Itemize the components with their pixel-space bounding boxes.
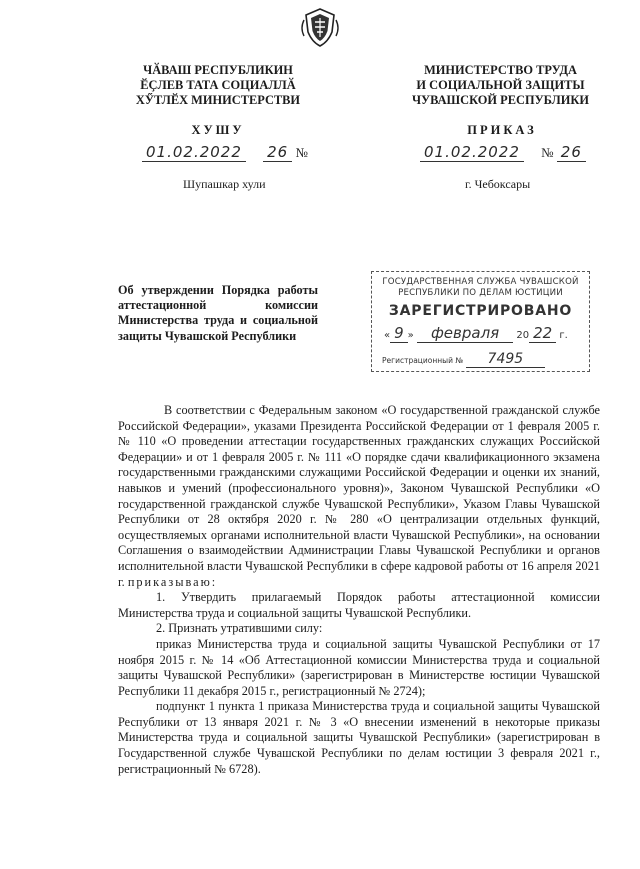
header-right-line: ЧУВАШСКОЙ РЕСПУБЛИКИ (411, 92, 590, 107)
stamp-year-suffix: 22 (529, 324, 556, 343)
handwritten-number-left: 26 (263, 143, 292, 162)
stamp-reg-number: 7495 (466, 351, 546, 368)
number-symbol-right: № (541, 145, 554, 160)
number-symbol-left: № (295, 145, 308, 160)
header-left-line: ЧӐВАШ РЕСПУБЛИКИН (143, 63, 293, 77)
header-left-line: ХӲТЛӖХ МИНИСТЕРСТВИ (135, 92, 301, 107)
document-body (118, 403, 600, 777)
order-word-left: ХУШУ (191, 123, 245, 137)
handwritten-date-right: 01.02.2022 (420, 143, 524, 162)
document-subject: Об утверждении Порядка работы аттестационной комиссии Министерства труда и социальной защиты Чувашской Республики (118, 283, 318, 343)
header-left-line: ӖҪЛЕВ ТАТА СОЦИАЛЛӐ (140, 77, 296, 92)
order-keyword: приказываю: (127, 574, 218, 589)
order-word-right: ПРИКАЗ (467, 123, 537, 137)
header-left-block (118, 63, 318, 107)
header-right-line: И СОЦИАЛЬНОЙ ЗАЩИТЫ (416, 77, 585, 92)
stamp-year-unit: г. (559, 330, 568, 341)
date-number-right (420, 143, 586, 162)
handwritten-number-right: 26 (557, 143, 586, 162)
stamp-authority-line: РЕСПУБЛИКИ ПО ДЕЛАМ ЮСТИЦИИ (398, 287, 563, 298)
list-item: подпункт 1 пункта 1 приказа Министерства труда и социальной защиты Чувашской Республики от 13 января 2021 г. № 3 «О внесении изменений в некоторые приказы Министерства труда и социальной защиты Чувашской Республики» (зарегистрирован в Государственной службе Чувашской Республики по делам юстиции 3 февраля 2021 г., регистрационный № 6728). (118, 699, 600, 776)
coat-of-arms-emblem (298, 6, 342, 50)
registration-stamp (371, 271, 590, 372)
date-number-left (142, 143, 308, 162)
stamp-reg-label: Регистрационный № (382, 356, 464, 365)
stamp-day: 9 (390, 324, 408, 343)
list-item: 1. Утвердить прилагаемый Порядок работы аттестационной комиссии Министерства труда и социальной защиты Чувашской Республики. (118, 590, 600, 620)
stamp-title: ЗАРЕГИСТРИРОВАНО (388, 303, 573, 319)
list-item: приказ Министерства труда и социальной защиты Чувашской Республики от 17 ноября 2015 г. № 14 «Об Аттестационной комиссии Министерства труда и социальной защиты Чувашской Республики» (зарегистрирован в Министерстве юстиции Чувашской Республики 11 декабря 2015 г., регистрационный № 2724); (118, 636, 600, 698)
place-right: г. Чебоксары (465, 177, 531, 191)
list-item: 2. Признать утратившими силу: (156, 621, 323, 636)
header-right-block (393, 63, 608, 107)
place-left: Шупашкар хули (183, 177, 266, 191)
handwritten-date-left: 01.02.2022 (142, 143, 246, 162)
body-paragraph (118, 403, 600, 590)
stamp-authority-line: ГОСУДАРСТВЕННАЯ СЛУЖБА ЧУВАШСКОЙ (382, 277, 579, 287)
preamble-text: В соответствии с Федеральным законом «О государственной гражданской службе Российской Федерации», указами Президента Российской Федерации от 1 февраля 2005 г. № 110 «О проведении аттестации государственных гражданских служащих Российской Федерации» и от 1 февраля 2005 г. № 111 «О порядке сдачи квалификационного экзамена государственными гражданскими служащими Российской Федерации и оценки их знаний, навыков и умений (профессионального уровня)», Законом Чувашской Республики «О государственной гражданской службе Чувашской Республики», Указом Главы Чувашской Республики от 28 октября 2020 г. № 280 «О централизации отдельных функций, осуществляемых органами исполнительной власти Чувашской Республики», на основании Соглашения о взаимодействии Администрации Главы Чувашской Республики и органов исполнительной власти Чувашской Республики в сфере кадровой работы от 16 апреля 2021 г. (118, 403, 600, 589)
stamp-year-prefix: 20 (516, 330, 530, 341)
stamp-date-line: « 9 » февраля 20 22 г. (384, 324, 568, 342)
stamp-reg-line (382, 351, 545, 368)
header-right-line: МИНИСТЕРСТВО ТРУДА (424, 63, 577, 77)
stamp-authority (372, 277, 589, 298)
stamp-month: февраля (417, 324, 513, 343)
